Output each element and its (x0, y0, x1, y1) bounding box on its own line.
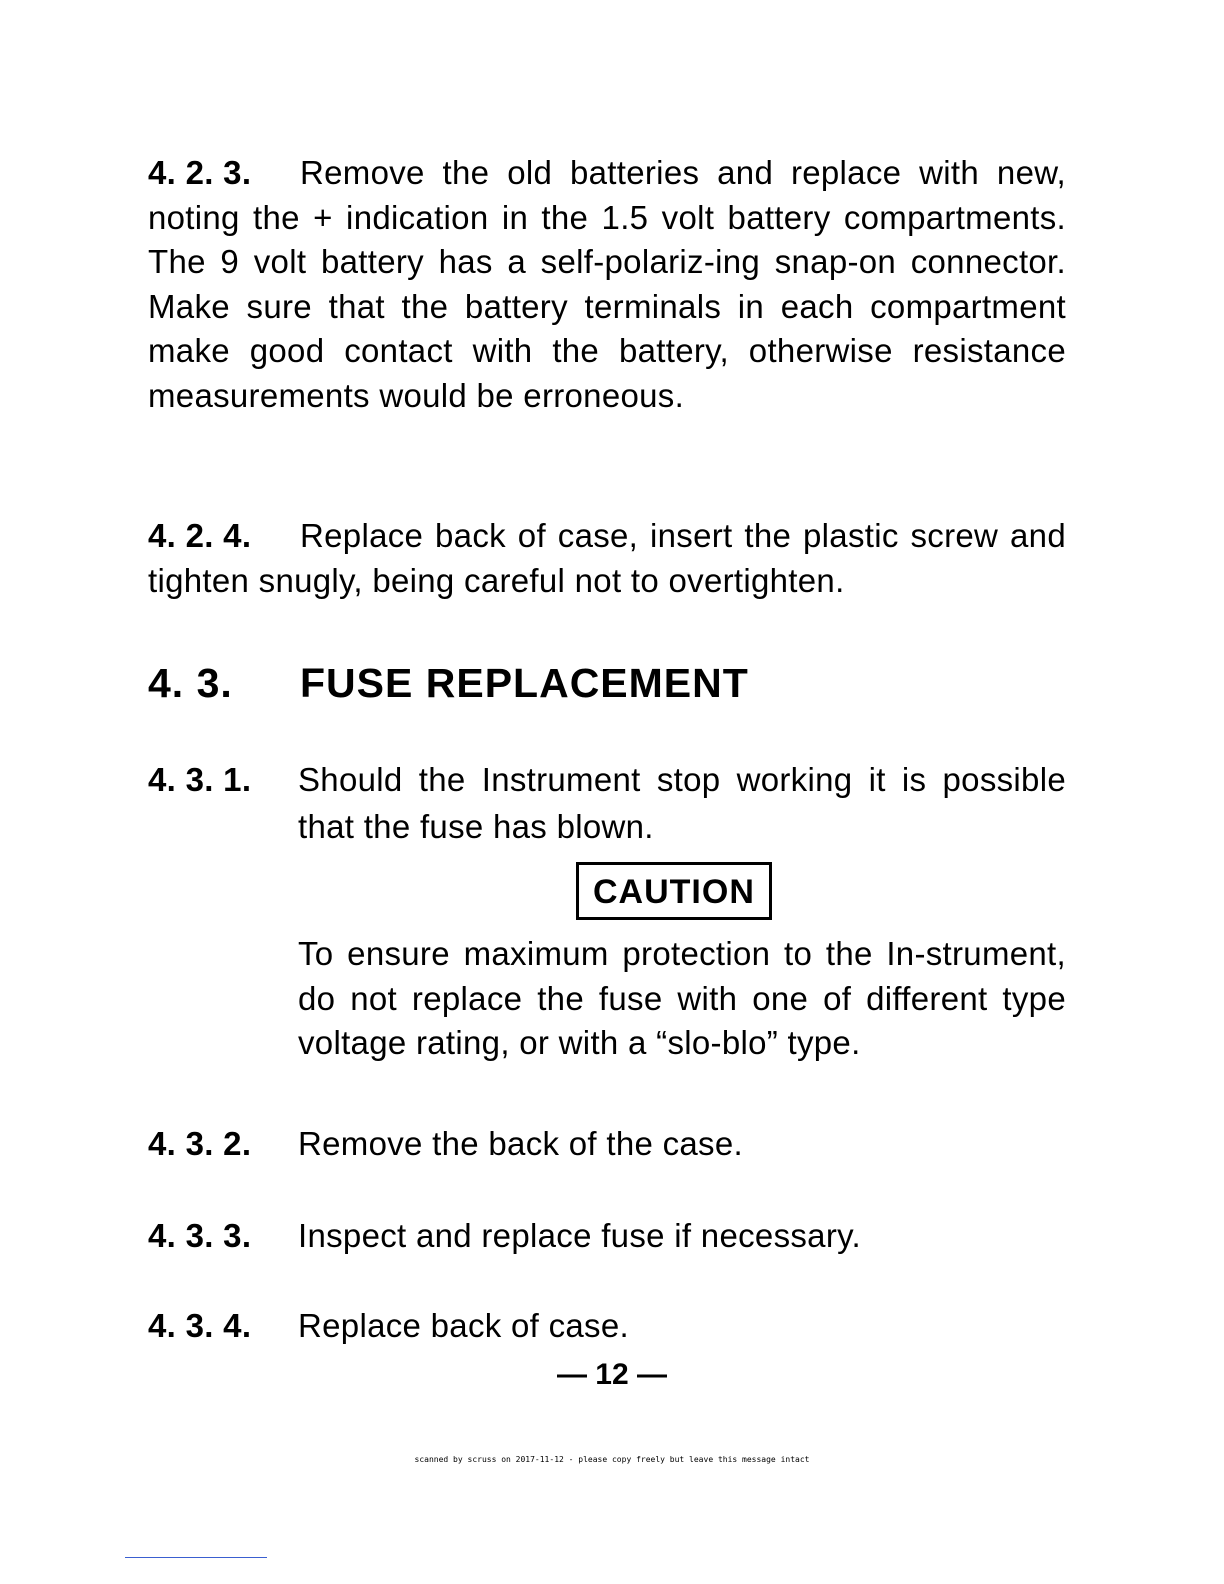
section-text: Inspect and replace fuse if necessary. (298, 1217, 861, 1254)
section-number: 4. 3. 2. (148, 1125, 252, 1162)
caution-label: CAUTION (576, 862, 772, 920)
section-4-2-4 (148, 514, 1066, 603)
section-number: 4. 3. 4. (148, 1307, 252, 1344)
section-text: Remove the back of the case. (298, 1125, 743, 1162)
section-text: Replace back of case. (298, 1307, 629, 1344)
footer-rule (125, 1557, 267, 1558)
page-number: — 12 — (556, 1358, 668, 1391)
scan-footer-note: scanned by scruss on 2017-11-12 - please copy freely but leave this message intact (414, 1455, 810, 1464)
section-text: Remove the old batteries and replace with new, noting the + indication in the 1.5 volt battery compartments. The 9 volt battery has a self-polariz-ing snap-on connector. Make sure that the battery terminals in each compartment make good contact with the battery, otherwise resistance measurements would be erroneous. (148, 154, 1066, 414)
section-number: 4. 2. 4. (148, 517, 252, 554)
section-text: Replace back of case, insert the plastic screw and tighten snugly, being careful not to overtighten. (148, 517, 1066, 599)
section-text: Should the Instrument stop working it is possible that the fuse has blown. (298, 761, 1066, 845)
section-4-3-2 (148, 1120, 1066, 1167)
section-4-3-1 (148, 756, 1066, 850)
caution-text: To ensure maximum protection to the In-strument, do not replace the fuse with one of different type voltage rating, or with a “slo-blo” type. (298, 935, 1066, 1062)
section-number: 4. 2. 3. (148, 154, 252, 191)
section-heading-4-3 (148, 655, 749, 711)
heading-number: 4. 3. (148, 660, 233, 706)
section-4-3-4 (148, 1302, 1066, 1349)
section-4-3-3 (148, 1212, 1066, 1259)
heading-title: FUSE REPLACEMENT (300, 660, 749, 706)
section-4-2-3 (148, 151, 1066, 419)
section-number: 4. 3. 1. (148, 761, 252, 798)
section-number: 4. 3. 3. (148, 1217, 252, 1254)
